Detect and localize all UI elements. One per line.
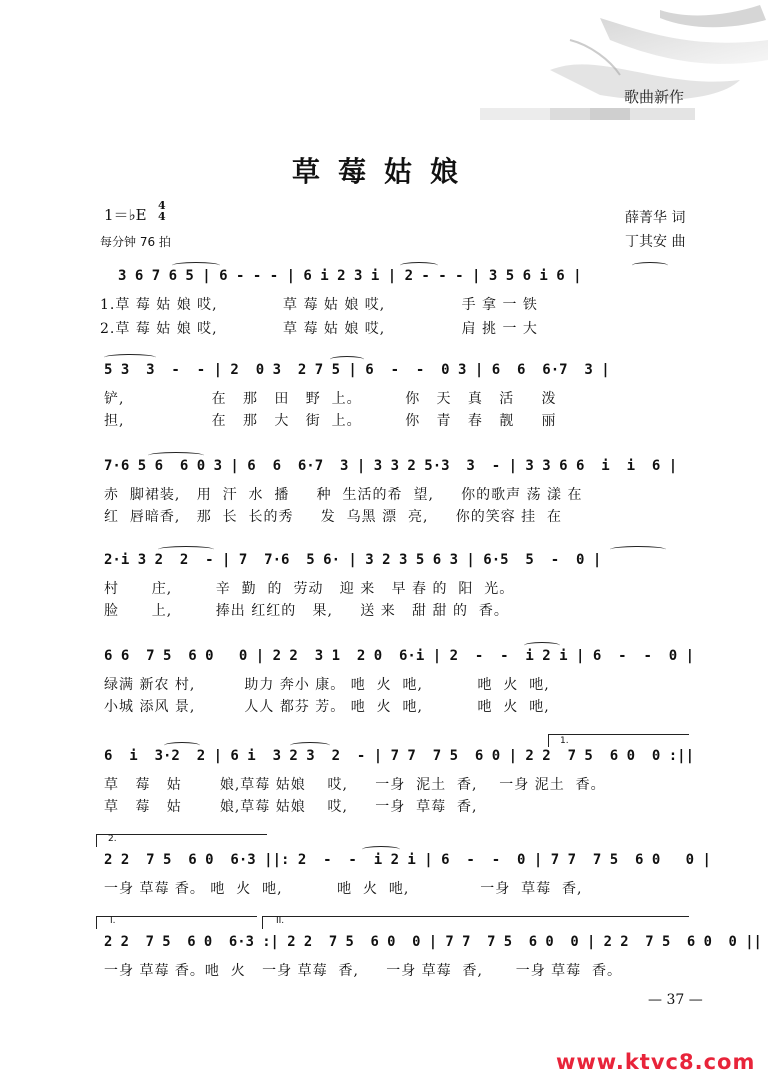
system-6-lyric-verse-1: 草 莓 姑 娘,草莓 姑娘 哎, 一身 泥土 香, 一身 泥土 香。 <box>104 777 606 793</box>
slur <box>148 452 204 459</box>
key-signature: 1＝♭E <box>104 206 147 224</box>
slur <box>362 846 400 853</box>
volta-bracket-I <box>96 916 257 929</box>
volta-label-II: II. <box>276 916 285 926</box>
page-number: — 37 — <box>648 992 703 1008</box>
volta-bracket-1 <box>548 734 689 747</box>
system-1-notes: 3 6 7 6 5 | 6 - - - | 6 i 2 3 i | 2 - - - | 3 5 6 i 6 | <box>118 268 582 284</box>
time-signature <box>158 200 166 222</box>
system-5-lyric-verse-2: 小城 添风 景, 人人 都芬 芳。 吔 火 吔, 吔 火 吔, <box>104 699 550 715</box>
time-signature-top: 4 <box>158 199 166 212</box>
header-grey-bar <box>480 106 695 122</box>
slur <box>104 354 156 361</box>
system-2-lyric-verse-1: 铲, 在 那 田 野 上。 你 天 真 活 泼 <box>104 391 557 407</box>
system-8-notes: 2 2 7 5 6 0 6·3 :| 2 2 7 5 6 0 0 | 7 7 7 5 6 0 0 | 2 2 7 5 6 0 0 || <box>104 934 762 950</box>
slur <box>400 262 438 269</box>
system-4-notes: 2·i 3 2 2 - | 7 7·6 5 6· | 3 2 3 5 6 3 | 6·5 5 - 0 | <box>104 552 602 568</box>
system-3-lyric-verse-1: 赤 脚裙装, 用 汗 水 播 种 生活的希 望, 你的歌声 荡 漾 在 <box>104 487 583 503</box>
slur <box>290 742 330 749</box>
slur <box>524 642 560 649</box>
system-6-notes: 6 i 3·2 2 | 6 i 3 2 3 2 - | 7 7 7 5 6 0 | 2 2 7 5 6 0 0 :|| <box>104 748 695 764</box>
composer-credit: 丁其安 曲 <box>625 234 686 250</box>
section-label: 歌曲新作 <box>624 88 685 106</box>
slur <box>158 546 214 553</box>
system-1-lyric-verse-1: 1.草 莓 姑 娘 哎, 草 莓 姑 娘 哎, 手 拿 一 铁 <box>100 297 538 313</box>
slur <box>172 262 220 269</box>
time-signature-bottom: 4 <box>158 210 166 223</box>
system-8-lyric-verse-1: 一身 草莓 香。吔 火 一身 草莓 香, 一身 草莓 香, 一身 草莓 香。 <box>104 963 623 979</box>
volta-label-1: 1. <box>560 736 569 746</box>
tempo-marking: 每分钟 76 拍 <box>100 235 171 249</box>
system-2-lyric-verse-2: 担, 在 那 大 街 上。 你 青 春 靓 丽 <box>104 413 557 429</box>
song-title: 草莓姑娘 <box>291 155 476 188</box>
system-3-notes: 7·6 5 6 6 0 3 | 6 6 6·7 3 | 3 3 2 5·3 3 - | 3 3 6 6 i i 6 | <box>104 458 678 474</box>
lyricist-credit: 薛菁华 词 <box>625 210 686 226</box>
system-2-notes: 5 3 3 - - | 2 0 3 2 7 5 | 6 - - 0 3 | 6 6 6·7 3 | <box>104 362 610 378</box>
slur <box>330 356 364 363</box>
system-5-notes: 6 6 7 5 6 0 0 | 2 2 3 1 2 0 6·i | 2 - - i 2 i | 6 - - 0 | <box>104 648 695 664</box>
volta-bracket-II <box>262 916 689 929</box>
slur <box>632 262 668 269</box>
volta-label-I: I. <box>110 916 116 926</box>
system-1-lyric-verse-2: 2.草 莓 姑 娘 哎, 草 莓 姑 娘 哎, 肩 挑 一 大 <box>100 321 538 337</box>
system-3-lyric-verse-2: 红 唇暗香, 那 长 长的秀 发 乌黑 漂 亮, 你的笑容 挂 在 <box>104 509 563 525</box>
slur <box>610 546 666 553</box>
system-4-lyric-verse-1: 村 庄, 辛 勤 的 劳动 迎 来 早 春 的 阳 光。 <box>104 581 515 597</box>
volta-bracket-2 <box>96 834 267 847</box>
slur <box>164 742 200 749</box>
system-7-lyric-verse-1: 一身 草莓 香。 吔 火 吔, 吔 火 吔, 一身 草莓 香, <box>104 881 583 897</box>
volta-label-2: 2. <box>108 834 117 844</box>
watermark-url: www.ktvc8.com <box>556 1050 756 1074</box>
system-4-lyric-verse-2: 脸 上, 捧出 红红的 果, 送 来 甜 甜 的 香。 <box>104 603 509 619</box>
system-5-lyric-verse-1: 绿满 新农 村, 助力 奔小 康。 吔 火 吔, 吔 火 吔, <box>104 677 550 693</box>
system-6-lyric-verse-2: 草 莓 姑 娘,草莓 姑娘 哎, 一身 草莓 香, <box>104 799 478 815</box>
system-7-notes: 2 2 7 5 6 0 6·3 ||: 2 - - i 2 i | 6 - - 0 | 7 7 7 5 6 0 0 | <box>104 852 711 868</box>
